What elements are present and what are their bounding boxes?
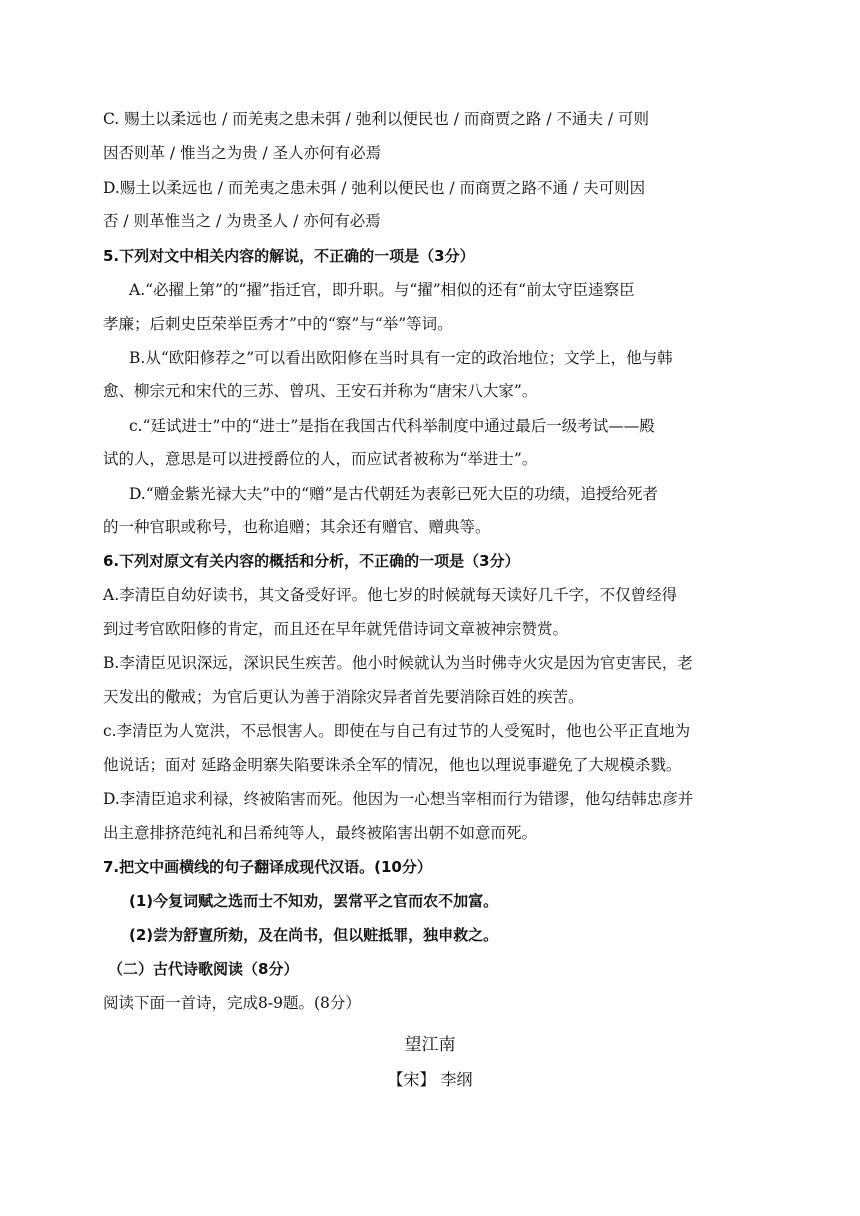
question-7: 7.把文中画横线的句子翻译成现代汉语。(10分） — [103, 858, 432, 876]
q6-option-c-line-1: c.李清臣为人宽洪，不忌恨害人。即使在与自己有过节的人受冤时，他也公平正直地为 — [103, 722, 691, 740]
q6-option-d-line-2: 出主意排挤范纯礼和吕希纯等人，最终被陷害出朝不如意而死。 — [103, 824, 538, 842]
q5-option-d-line-1: D.“赠金紫光禄大夫”中的“赠”是古代朝廷为表彰已死大臣的功绩，追授给死者 — [129, 485, 659, 503]
q6-option-c-line-2: 他说话；面对 延路金明寨失陷要诛杀全军的情况，他也以理说事避免了大规模杀戮。 — [103, 756, 682, 774]
q5-option-d-line-2: 的一种官职或称号，也称追赠；其余还有赠官、赠典等。 — [103, 518, 491, 536]
section-heading-poetry: （二）古代诗歌阅读（8分） — [108, 960, 299, 978]
poem-author: 【宋】 李纲 — [387, 1070, 473, 1089]
option-d-line-2: 否 / 则革惟当之 / 为贵圣人 / 亦何有必焉 — [103, 212, 381, 230]
q5-option-a-line-2: 孝廉；后刺史臣荣举臣秀才”中的“察”与“举”等词。 — [103, 315, 453, 333]
q5-option-b-line-1: B.从“欧阳修荐之”可以看出欧阳修在当时具有一定的政治地位；文学上，他与韩 — [129, 349, 673, 367]
q7-sentence-1: (1)今复词赋之选而士不知劝，罢常平之官而农不加富。 — [129, 892, 499, 910]
q6-option-b-line-2: 天发出的儆戒；为官后更认为善于消除灾异者首先要消除百姓的疾苦。 — [103, 688, 584, 706]
q6-option-a-line-1: A.李清臣自幼好读书，其文备受好评。他七岁的时候就每天读好几千字，不仅曾经得 — [103, 586, 678, 604]
q6-option-a-line-2: 到过考官欧阳修的肯定，而且还在早年就凭借诗词文章被神宗赞赏。 — [103, 620, 569, 638]
q5-option-b-line-2: 愈、柳宗元和宋代的三苏、曾巩、王安石并称为“唐宋八大家”。 — [103, 382, 538, 400]
q6-option-d-line-1: D.李清臣追求利禄，终被陷害而死。他因为一心想当宰相而行为错谬，他勾结韩忠彦并 — [103, 790, 694, 808]
option-c-line-1: C. 赐土以柔远也 / 而羌夷之患未弭 / 弛利以便民也 / 而商贾之路 / 不通夫 / 可则 — [103, 110, 650, 128]
option-c-line-2: 因否则革 / 惟当之为贵 / 圣人亦何有必焉 — [103, 144, 382, 162]
poem-title: 望江南 — [404, 1035, 456, 1055]
question-5: 5.下列对文中相关内容的解说，不正确的一项是（3分） — [103, 247, 475, 265]
q5-option-c-line-2: 试的人，意思是可以进授爵位的人，而应试者被称为“举进士”。 — [103, 450, 538, 468]
q7-sentence-2: (2)尝为舒亶所劾，及在尚书，但以赃抵罪，独申救之。 — [129, 926, 499, 944]
q6-option-b-line-1: B.李清臣见识深远，深识民生疾苦。他小时候就认为当时佛寺火灾是因为官吏害民，老 — [103, 654, 693, 672]
q5-option-a-line-1: A.“必擢上第”的“擢”指迁官，即升职。与“擢”相似的还有“前太守臣逵察臣 — [129, 281, 635, 299]
question-6: 6.下列对原文有关内容的概括和分析，不正确的一项是（3分） — [103, 552, 520, 570]
poetry-instruction: 阅读下面一首诗，完成8-9题。(8分） — [103, 994, 361, 1012]
option-d-line-1: D.赐土以柔远也 / 而羌夷之患未弭 / 弛利以便民也 / 而商贾之路不通 / 夫可则因 — [103, 179, 646, 197]
q5-option-c-line-1: c.“廷试进士”中的“进士”是指在我国古代科举制度中通过最后一级考试——殿 — [129, 417, 655, 435]
